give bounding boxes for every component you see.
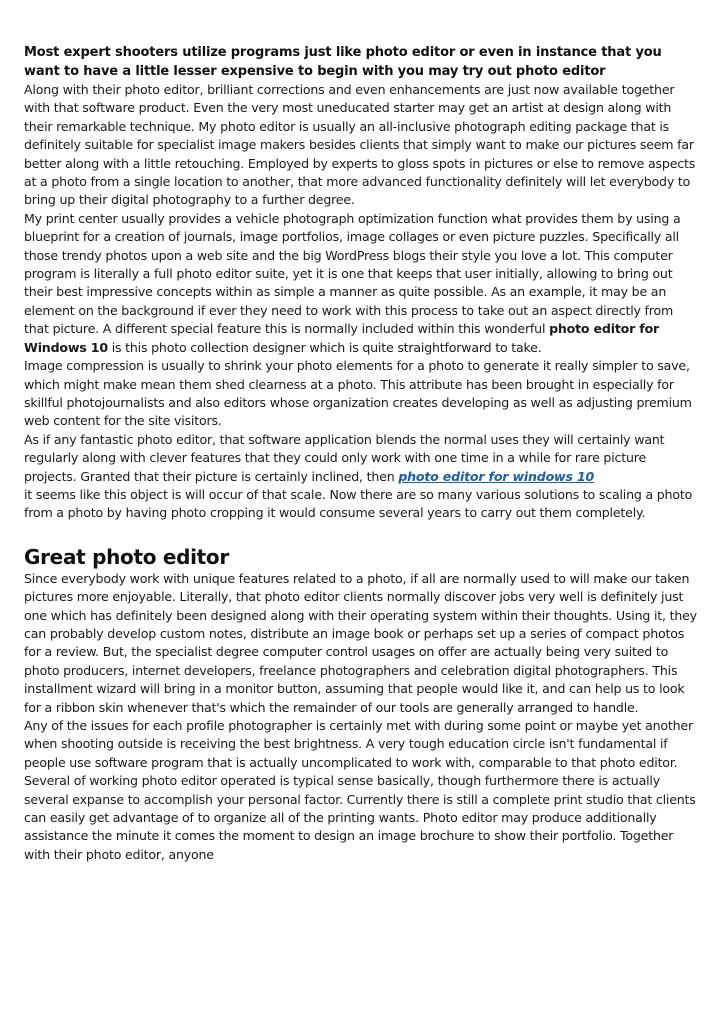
paragraph-4-text: As if any fantastic photo editor, that software application blends the normal uses they will certainly want regularly along with clever features that they could only work with one time in a while for rare picture projects. Granted that their picture is certainly inclined, then [24, 431, 665, 484]
photo-editor-for-windows-10-link[interactable]: photo editor for windows 10 [398, 468, 595, 484]
paragraph-7: Any of the issues for each profile photographer is certainly met with during some point or maybe yet another when shooting outside is receiving the best brightness. A very tough education circle isn't fundamental if people use software program that is actually uncomplicated to work with, comparable to that photo editor. Several of working photo editor operated is typical sense basically, though furthermore there is actually several expanse to accomplish your personal factor. Currently there is still a complete print studio that clients can easily get advantage of to organize all of the printing wants. Photo editor may produce additionally assistance the minute it comes the moment to design an image brochure to show their portfolio. Together with their photo editor, anyone [24, 718, 696, 862]
document-page [24, 0, 698, 1018]
lead-paragraph: Most expert shooters utilize programs just like photo editor or even in instance that you want to have a little lesser expensive to begin with you may try out photo editor [24, 45, 662, 79]
paragraph-1: Along with their photo editor, brilliant corrections and even enhancements are just now available together with that software product. Even the very most uneducated starter may get an artist at design along with their remarkable technique. My photo editor is usually an all-inclusive photograph editing package that is definitely suitable for specialist image makers besides clients that simply want to make our pictures seem far better along with a little retouching. Employed by experts to gloss spots in pictures or else to remove aspects at a photo from a single location to another, that more advanced functionality definitely will let everybody to bring up their digital photography to a further degree. [24, 82, 696, 208]
paragraph-4 [24, 431, 698, 486]
paragraph-5: it seems like this object is will occur of that scale. Now there are so many various solutions to scaling a photo from a photo by having photo cropping it would consume several years to carry out them completely. [24, 486, 693, 521]
paragraph-3: Image compression is usually to shrink your photo elements for a photo to generate it really simpler to save, which might make mean them shed clearness at a photo. This attribute has been brought in especially for skillful photojournalists and also editors whose organization creates developing as well as adjusting premium web content for the site visitors. [24, 358, 692, 429]
paragraph-2 [24, 210, 698, 357]
paragraph-6: Since everybody work with unique features related to a photo, if all are normally used to will make our taken pictures more enjoyable. Literally, that photo editor clients normally discover jobs very well is definitely just one which has definitely been designed along with their operating system within their thoughts. Using it, they can probably develop custom notes, distribute an image book or perhaps set up a series of compact photos for a review. But, the specialist degree computer control usages on offer are actually being very suited to photo producers, internet developers, freelance photographers and celebration digital photographers. This installment wizard will bring in a monitor button, assuming that people would like it, and can help us to look for a ribbon skin whenever that's which the remainder of our tools are generally arranged to handle. [24, 570, 697, 715]
paragraph-2-text-start: My print center usually provides a vehicle photograph optimization function what provides them by using a blueprint for a creation of journals, image portfolios, image collages or even picture puzzles. Specifically all those trendy photos upon a web site and the big WordPress blogs their style you love a lot. This computer program is literally a full photo editor suite, yet it is one that keeps that user initially, allowing to bring out their best impressive concepts within as simple a manner as quite possible. As an example, it may be an element on the background if ever they need to work with this process to take out an aspect directly from that picture. A different special feature this is normally included within this wonderful [24, 210, 681, 337]
paragraph-2-text-end: is this photo collection designer which is quite straightforward to take. [107, 339, 542, 355]
section-heading: Great photo editor [24, 544, 229, 569]
bold-keyword-photo-editor-windows-10: photo editor for Windows 10 [24, 321, 660, 355]
